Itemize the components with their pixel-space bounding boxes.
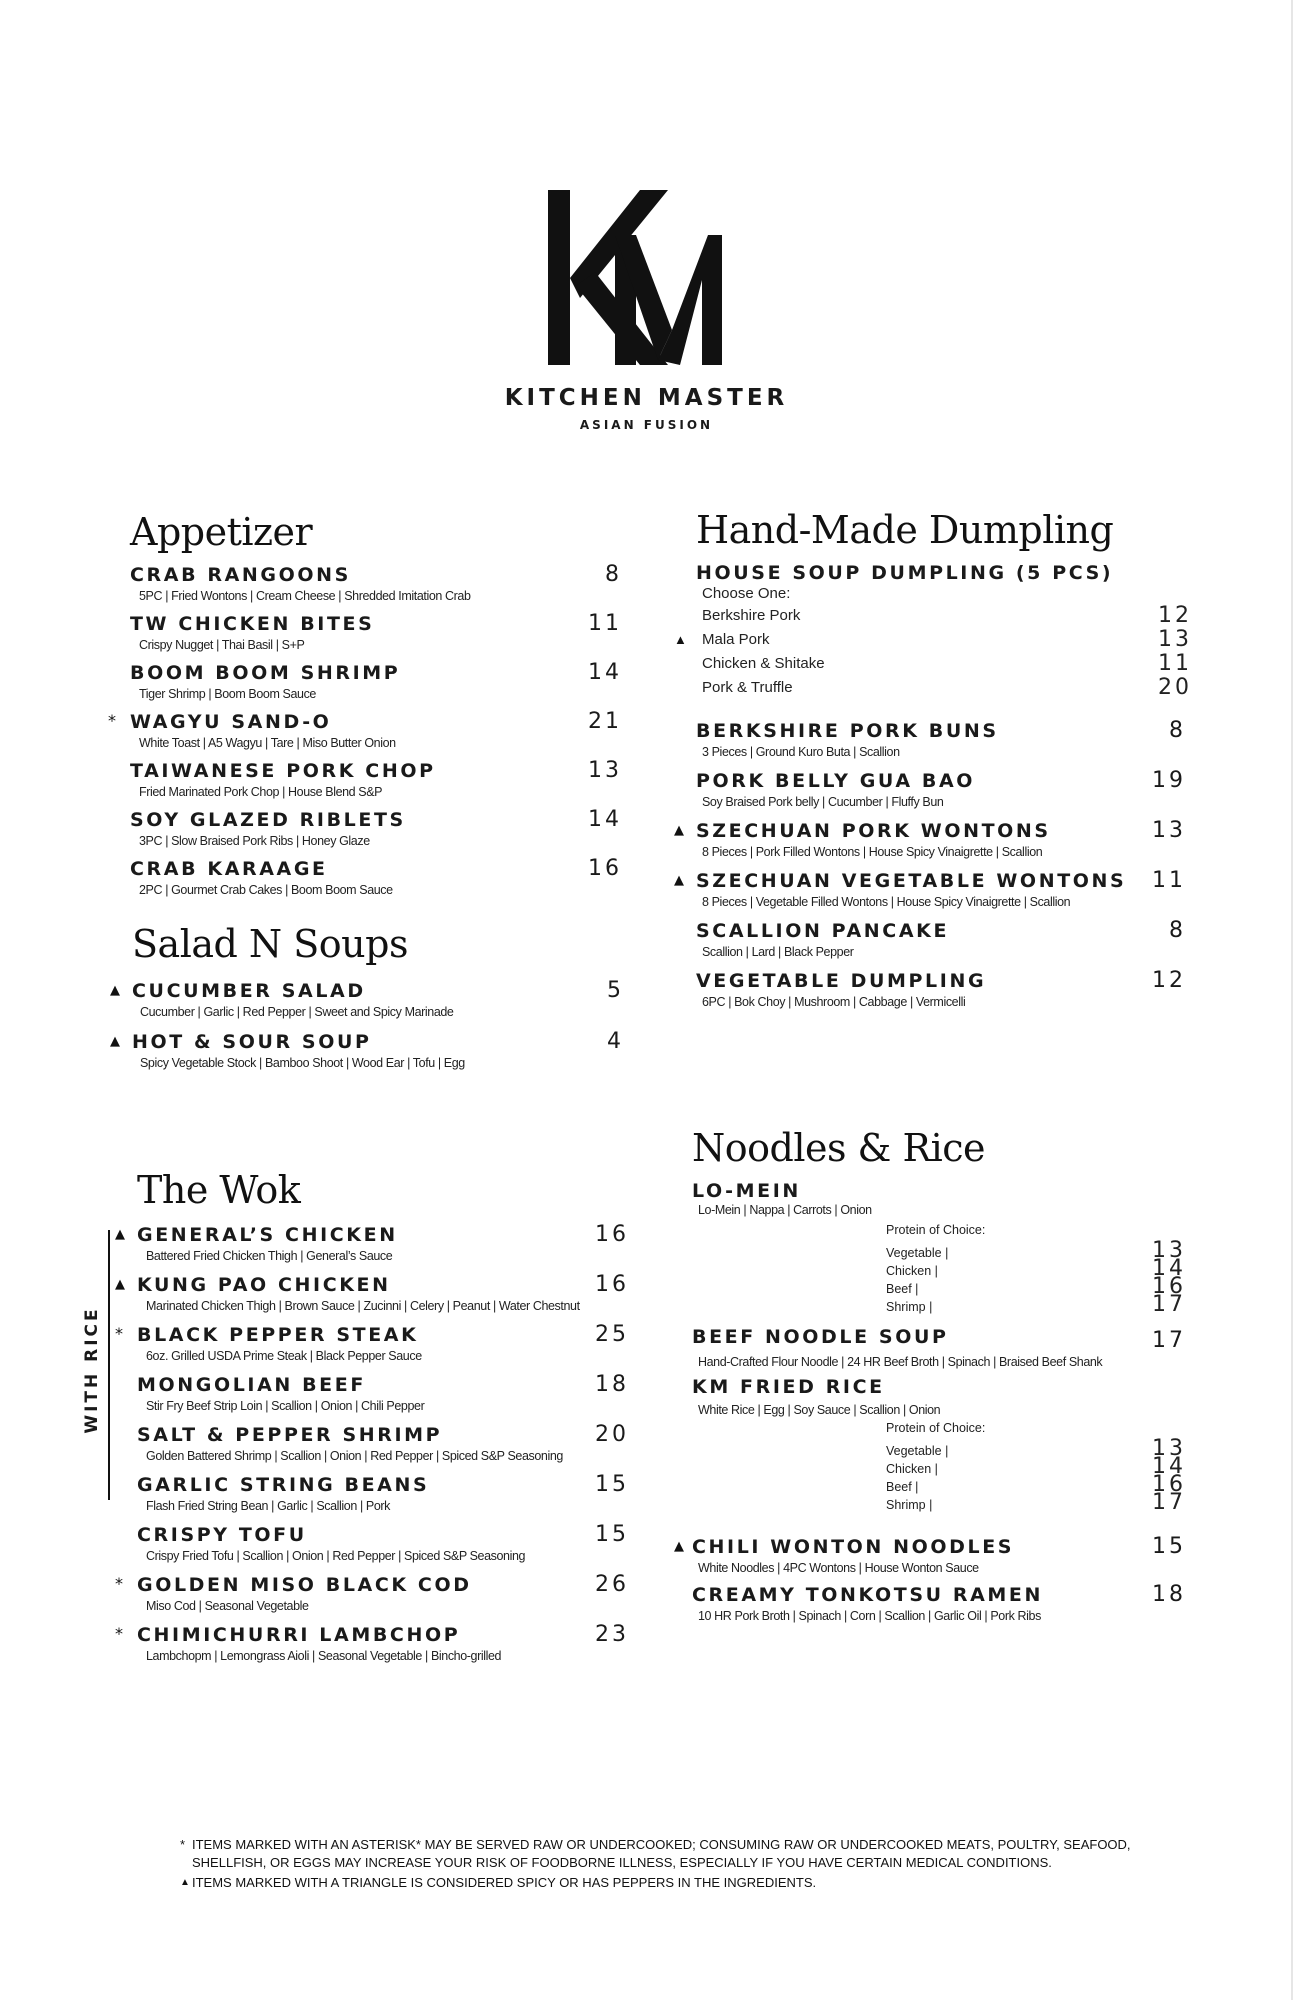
item-price: 13 (1152, 818, 1186, 843)
item-desc: Lambchopm | Lemongrass Aioli | Seasonal Vegetable | Bincho-grilled (146, 1649, 502, 1663)
protein-label: Protein of Choice: (886, 1223, 986, 1237)
protein-price: 16 (1152, 1472, 1186, 1497)
km-logo (540, 190, 730, 365)
item-name: TW CHICKEN BITES (130, 613, 375, 635)
item-desc: Flash Fried String Bean | Garlic | Scallion | Pork (146, 1499, 391, 1513)
protein-label: Protein of Choice: (886, 1421, 986, 1435)
protein-label: Beef | (886, 1282, 919, 1296)
asterisk-icon: * (108, 711, 116, 730)
asterisk-icon: * (180, 1837, 186, 1852)
triangle-icon: ▲ (674, 632, 687, 647)
item-name: BLACK PEPPER STEAK (137, 1324, 419, 1346)
item-name: BOOM BOOM SHRIMP (130, 662, 401, 684)
item-price: 16 (588, 856, 622, 881)
section-title: Appetizer (130, 510, 313, 554)
item-price: 4 (607, 1029, 624, 1054)
item-desc: 6PC | Bok Choy | Mushroom | Cabbage | Vermicelli (702, 995, 966, 1009)
protein-price: 16 (1152, 1274, 1186, 1299)
brand-name: KITCHEN MASTER (504, 385, 789, 411)
menu-item (696, 970, 1186, 1010)
option-price: 12 (1158, 603, 1192, 628)
option-label: Chicken & Shitake (702, 655, 825, 672)
item-name: KUNG PAO CHICKEN (137, 1274, 391, 1296)
item-price: 12 (1152, 968, 1186, 993)
menu-item (696, 770, 1186, 810)
item-name: VEGETABLE DUMPLING (696, 970, 987, 992)
menu-item (696, 920, 1186, 960)
footnote-text: SHELLFISH, OR EGGS MAY INCREASE YOUR RISK OF FOODBORNE ILLNESS, ESPECIALLY IF YOU HAVE CERTAIN MEDICAL CONDITIONS. (192, 1855, 1052, 1870)
item-price: 14 (588, 807, 622, 832)
section-title: Hand-Made Dumpling (696, 508, 1114, 552)
item-desc: Crispy Nugget | Thai Basil | S+P (139, 638, 305, 652)
item-desc: 8 Pieces | Vegetable Filled Wontons | House Spicy Vinaigrette | Scallion (702, 895, 1071, 909)
item-name: CHILI WONTON NOODLES (692, 1536, 1015, 1558)
footnote-text: ITEMS MARKED WITH A TRIANGLE IS CONSIDERED SPICY OR HAS PEPPERS IN THE INGREDIENTS. (192, 1875, 817, 1890)
protein-option (692, 1490, 1186, 1515)
item-desc: 10 HR Pork Broth | Spinach | Corn | Scallion | Garlic Oil | Pork Ribs (698, 1609, 1041, 1623)
asterisk-icon: * (115, 1324, 123, 1343)
menu-item (110, 978, 632, 1020)
item-desc: 6oz. Grilled USDA Prime Steak | Black Pepper Sauce (146, 1349, 422, 1363)
wok-section (115, 1168, 637, 1674)
menu-item (692, 1584, 1186, 1624)
with-rice-bracket (108, 1230, 110, 1500)
item-desc: 2PC | Gourmet Crab Cakes | Boom Boom Sauce (139, 883, 393, 897)
item-name: WAGYU SAND-O (130, 711, 332, 733)
protein-price: 13 (1152, 1436, 1186, 1461)
item-name: GOLDEN MISO BLACK COD (137, 1574, 472, 1596)
triangle-icon: ▲ (674, 823, 684, 838)
asterisk-icon: * (115, 1574, 123, 1593)
menu-item (130, 809, 630, 849)
item-price: 11 (1152, 868, 1186, 893)
section-title: Salad N Soups (132, 922, 408, 966)
item-price: 21 (588, 709, 622, 734)
option-label: Pork & Truffle (702, 679, 793, 696)
item-desc: Battered Fried Chicken Thigh | General’s Sauce (146, 1249, 393, 1263)
item-name: CRISPY TOFU (137, 1524, 307, 1546)
triangle-icon: ▲ (180, 1877, 190, 1888)
item-desc: White Noodles | 4PC Wontons | House Wonton Sauce (698, 1561, 979, 1575)
item-price: 8 (605, 562, 622, 587)
menu-item (115, 1622, 637, 1664)
option-label: Mala Pork (702, 631, 770, 648)
menu-item (130, 613, 630, 653)
protein-option (692, 1436, 1186, 1461)
menu-item (137, 1374, 637, 1414)
dumpling-option (702, 675, 1192, 700)
item-price: 19 (1152, 768, 1186, 793)
menu-item (137, 1524, 637, 1564)
item-desc: Soy Braised Pork belly | Cucumber | Fluffy Bun (702, 795, 944, 809)
item-price: 20 (595, 1422, 629, 1447)
protein-price: 14 (1152, 1454, 1186, 1479)
item-name: CUCUMBER SALAD (132, 980, 366, 1002)
item-desc: 3 Pieces | Ground Kuro Buta | Scallion (702, 745, 900, 759)
protein-option (692, 1454, 1186, 1479)
km-fried-rice-item (692, 1376, 1186, 1514)
menu-item (115, 1572, 637, 1614)
item-name: SALT & PEPPER SHRIMP (137, 1424, 443, 1446)
item-price: 26 (595, 1572, 629, 1597)
menu-item (115, 1222, 637, 1264)
item-desc: Fried Marinated Pork Chop | House Blend S&P (139, 785, 383, 799)
protein-label: Beef | (886, 1480, 919, 1494)
protein-option (692, 1274, 1186, 1299)
house-soup-dumpling (674, 562, 1192, 700)
choose-one-label: Choose One: (702, 585, 791, 602)
protein-label: Vegetable | (886, 1246, 949, 1260)
item-name: BEEF NOODLE SOUP (692, 1326, 949, 1348)
item-name: HOT & SOUR SOUP (132, 1031, 372, 1053)
triangle-footnote (180, 1874, 1140, 1892)
footnote-text: ITEMS MARKED WITH AN ASTERISK* MAY BE SERVED RAW OR UNDERCOOKED; CONSUMING RAW OR UNDERCOOKED MEATS, POULTRY, SEAFOOD, (192, 1837, 1131, 1852)
dumpling-section (674, 508, 1192, 1020)
item-price: 11 (588, 611, 622, 636)
item-name: BERKSHIRE PORK BUNS (696, 720, 999, 742)
item-desc: Crispy Fried Tofu | Scallion | Onion | Red Pepper | Spiced S&P Seasoning (146, 1549, 526, 1563)
item-price: 23 (595, 1622, 629, 1647)
triangle-icon: ▲ (110, 1034, 120, 1049)
section-title: The Wok (137, 1168, 301, 1212)
triangle-icon: ▲ (674, 1539, 684, 1554)
item-desc: Stir Fry Beef Strip Loin | Scallion | Onion | Chili Pepper (146, 1399, 425, 1413)
protein-price: 14 (1152, 1256, 1186, 1281)
item-desc: Spicy Vegetable Stock | Bamboo Shoot | Wood Ear | Tofu | Egg (140, 1056, 465, 1070)
salad-section (110, 922, 632, 1082)
item-price: 15 (595, 1522, 629, 1547)
triangle-icon: ▲ (110, 983, 120, 998)
item-name: CHIMICHURRI LAMBCHOP (137, 1624, 461, 1646)
item-name: MONGOLIAN BEEF (137, 1374, 366, 1396)
item-desc: 8 Pieces | Pork Filled Wontons | House Spicy Vinaigrette | Scallion (702, 845, 1043, 859)
item-name: GENERAL’S CHICKEN (137, 1224, 398, 1246)
protein-price: 17 (1152, 1292, 1186, 1317)
with-rice-label: WITH RICE (82, 1306, 102, 1434)
item-price: 15 (595, 1472, 629, 1497)
dumpling-option (702, 651, 1192, 676)
item-desc: Marinated Chicken Thigh | Brown Sauce | Zucinni | Celery | Peanut | Water Chestnut (146, 1299, 580, 1313)
menu-item (130, 858, 630, 898)
item-desc: White Toast | A5 Wagyu | Tare | Miso Butter Onion (139, 736, 396, 750)
item-price: 8 (1169, 718, 1186, 743)
menu-item (130, 662, 630, 702)
option-price: 11 (1158, 651, 1192, 676)
item-price: 25 (595, 1322, 629, 1347)
item-price: 18 (1152, 1582, 1186, 1607)
item-desc: Tiger Shrimp | Boom Boom Sauce (139, 687, 316, 701)
menu-item (130, 760, 630, 800)
menu-item (110, 1029, 632, 1071)
protein-option (692, 1472, 1186, 1497)
menu-item (137, 1424, 637, 1464)
triangle-icon: ▲ (115, 1227, 125, 1242)
protein-price: 13 (1152, 1238, 1186, 1263)
triangle-icon: ▲ (115, 1277, 125, 1292)
item-desc: Miso Cod | Seasonal Vegetable (146, 1599, 309, 1613)
item-desc: Hand-Crafted Flour Noodle | 24 HR Beef Broth | Spinach | Braised Beef Shank (698, 1355, 1103, 1369)
item-name: CREAMY TONKOTSU RAMEN (692, 1584, 1043, 1606)
footnotes (180, 1836, 1140, 1892)
menu-item (130, 564, 630, 604)
item-name: CRAB RANGOONS (130, 564, 351, 586)
menu-item (674, 818, 1186, 860)
menu-item (115, 1272, 637, 1314)
item-price: 16 (595, 1222, 629, 1247)
item-desc: 5PC | Fried Wontons | Cream Cheese | Shredded Imitation Crab (139, 589, 471, 603)
lo-mein-item (692, 1180, 1186, 1316)
item-name: SCALLION PANCAKE (696, 920, 950, 942)
item-name: SZECHUAN VEGETABLE WONTONS (696, 870, 1127, 892)
item-desc: 3PC | Slow Braised Pork Ribs | Honey Glaze (139, 834, 370, 848)
option-price: 20 (1158, 675, 1192, 700)
option-label: Berkshire Pork (702, 607, 801, 624)
item-desc: White Rice | Egg | Soy Sauce | Scallion | Onion (698, 1403, 941, 1417)
menu-item (696, 720, 1186, 760)
item-name: LO-MEIN (692, 1180, 801, 1202)
triangle-icon: ▲ (674, 873, 684, 888)
item-price: 5 (607, 978, 624, 1003)
protein-label: Chicken | (886, 1264, 938, 1278)
asterisk-footnote (180, 1836, 1140, 1872)
noodles-section (674, 1126, 1186, 1632)
item-price: 17 (1152, 1328, 1186, 1353)
item-desc: Golden Battered Shrimp | Scallion | Onion | Red Pepper | Spiced S&P Seasoning (146, 1449, 563, 1463)
item-price: 8 (1169, 918, 1186, 943)
dumpling-option (674, 627, 1192, 652)
item-name: GARLIC STRING BEANS (137, 1474, 430, 1496)
section-title: Noodles & Rice (692, 1126, 985, 1170)
item-price: 13 (588, 758, 622, 783)
menu-item (115, 1322, 637, 1364)
item-desc: Scallion | Lard | Black Pepper (702, 945, 854, 959)
item-name: TAIWANESE PORK CHOP (130, 760, 436, 782)
item-name: KM FRIED RICE (692, 1376, 885, 1398)
item-name: SZECHUAN PORK WONTONS (696, 820, 1051, 842)
item-desc: Lo-Mein | Nappa | Carrots | Onion (698, 1203, 872, 1217)
protein-label: Vegetable | (886, 1444, 949, 1458)
item-price: 16 (595, 1272, 629, 1297)
dumpling-option (702, 603, 1192, 628)
menu-item (674, 1534, 1186, 1576)
item-price: 18 (595, 1372, 629, 1397)
protein-label: Chicken | (886, 1462, 938, 1476)
protein-option (692, 1256, 1186, 1281)
item-name: HOUSE SOUP DUMPLING (5 PCS) (696, 562, 1114, 584)
item-price: 14 (588, 660, 622, 685)
menu-item (108, 709, 630, 751)
item-desc: Cucumber | Garlic | Red Pepper | Sweet and Spicy Marinade (140, 1005, 454, 1019)
item-name: SOY GLAZED RIBLETS (130, 809, 406, 831)
asterisk-icon: * (115, 1624, 123, 1643)
protein-option (692, 1238, 1186, 1263)
beef-noodle-soup-item (692, 1326, 1186, 1370)
protein-label: Shrimp | (886, 1498, 933, 1512)
protein-label: Shrimp | (886, 1300, 933, 1314)
item-price: 15 (1152, 1534, 1186, 1559)
item-name: CRAB KARAAGE (130, 858, 328, 880)
menu-item (137, 1474, 637, 1514)
brand-subtitle: ASIAN FUSION (579, 418, 714, 432)
option-price: 13 (1158, 627, 1192, 652)
protein-price: 17 (1152, 1490, 1186, 1515)
protein-option (692, 1292, 1186, 1317)
item-name: PORK BELLY GUA BAO (696, 770, 976, 792)
menu-item (674, 868, 1186, 910)
appetizer-section (108, 510, 630, 907)
